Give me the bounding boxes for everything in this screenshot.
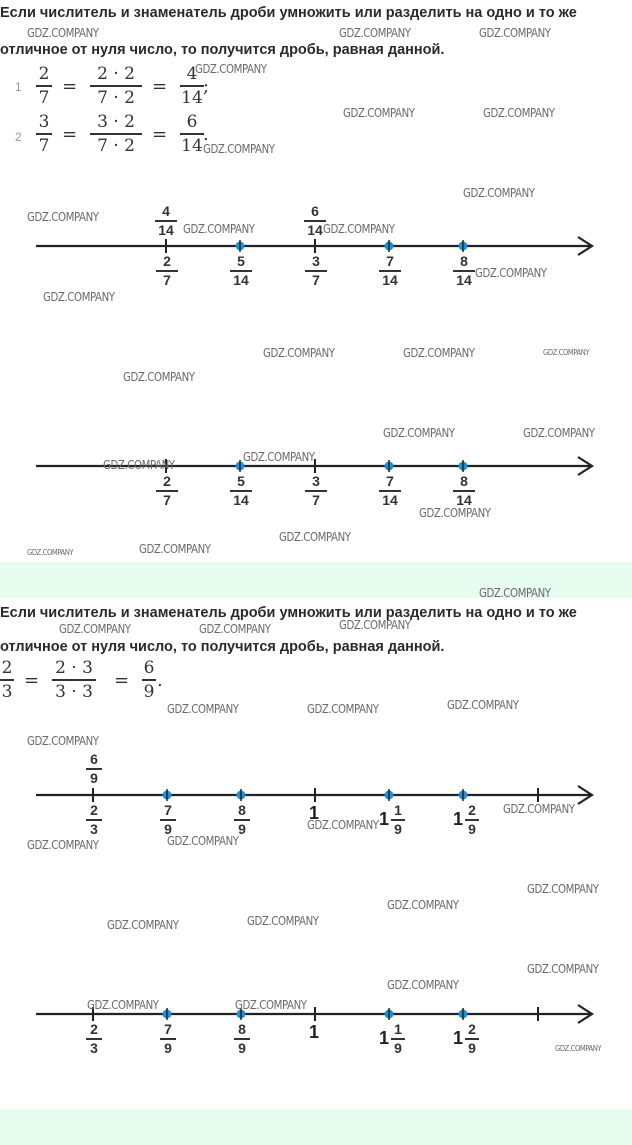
watermark-text: GDZ.COMPANY — [419, 506, 491, 520]
watermark-text: GDZ.COMPANY — [247, 914, 319, 928]
example-index: 1 — [15, 80, 22, 94]
watermark-text: GDZ.COMPANY — [555, 1044, 602, 1053]
fraction: 6 9 — [143, 658, 155, 702]
watermark-text: GDZ.COMPANY — [27, 26, 99, 40]
fraction: 3 7 — [36, 112, 52, 156]
fraction: 2 3 — [1, 658, 13, 702]
watermark-text: GDZ.COMPANY — [235, 998, 307, 1012]
fraction: 2 7 — [36, 64, 52, 108]
watermark-text: GDZ.COMPANY — [27, 838, 99, 852]
watermark-text: GDZ.COMPANY — [543, 348, 590, 357]
equals-sign: = — [152, 124, 168, 145]
watermark-text: GDZ.COMPANY — [527, 882, 599, 896]
tick-label: 8 14 — [453, 474, 475, 508]
watermark-text: GDZ.COMPANY — [307, 818, 379, 832]
watermark-text: GDZ.COMPANY — [323, 222, 395, 236]
watermark-text: GDZ.COMPANY — [27, 210, 99, 224]
tick-label: 5 14 — [230, 474, 252, 508]
tick-label: 5 14 — [230, 254, 252, 288]
watermark-text: GDZ.COMPANY — [195, 62, 267, 76]
watermark-text: GDZ.COMPANY — [167, 702, 239, 716]
punctuation: . — [203, 124, 209, 145]
tick-label: 2 3 — [86, 803, 102, 837]
tick-label: 3 7 — [305, 474, 327, 508]
watermark-text: GDZ.COMPANY — [183, 222, 255, 236]
punctuation: . — [157, 670, 163, 691]
rule-text-line1: Если числитель и знаменатель дроби умножить или разделить на одно и то же — [0, 605, 577, 621]
watermark-text: GDZ.COMPANY — [447, 698, 519, 712]
watermark-text: GDZ.COMPANY — [123, 370, 195, 384]
watermark-text: GDZ.COMPANY — [387, 898, 459, 912]
watermark-text: GDZ.COMPANY — [475, 266, 547, 280]
watermark-text: GDZ.COMPANY — [243, 450, 315, 464]
tick-label: 2 7 — [156, 254, 178, 288]
watermark-text: GDZ.COMPANY — [383, 426, 455, 440]
rule-text-line1: Если числитель и знаменатель дроби умножить или разделить на одно и то же — [0, 5, 577, 21]
watermark-text: GDZ.COMPANY — [103, 458, 175, 472]
rule-text-line2: отличное от нуля число, то получится дробь, равная данной. — [0, 639, 445, 655]
watermark-text: GDZ.COMPANY — [43, 290, 115, 304]
watermark-text: GDZ.COMPANY — [463, 186, 535, 200]
watermark-text: GDZ.COMPANY — [479, 26, 551, 40]
watermark-text: GDZ.COMPANY — [279, 530, 351, 544]
watermark-text: GDZ.COMPANY — [387, 978, 459, 992]
watermark-text: GDZ.COMPANY — [87, 998, 159, 1012]
watermark-text: GDZ.COMPANY — [199, 622, 271, 636]
watermark-text: GDZ.COMPANY — [479, 586, 551, 600]
fraction: 3 · 2 7 · 2 — [90, 112, 142, 156]
tick-label-above: 6 14 — [304, 204, 326, 238]
watermark-text: GDZ.COMPANY — [339, 26, 411, 40]
fraction: 2 · 2 7 · 2 — [90, 64, 142, 108]
watermark-text: GDZ.COMPANY — [483, 106, 555, 120]
rule-text-line2: отличное от нуля число, то получится дробь, равная данной. — [0, 42, 445, 58]
tick-label: 8 9 — [234, 803, 250, 837]
tick-label: 7 14 — [379, 254, 401, 288]
watermark-text: GDZ.COMPANY — [339, 618, 411, 632]
tick-label: 7 14 — [379, 474, 401, 508]
watermark-text: GDZ.COMPANY — [27, 734, 99, 748]
tick-label-above: 4 14 — [155, 204, 177, 238]
tick-label-whole: 1 — [309, 1022, 320, 1042]
tick-label-above: 6 9 — [86, 752, 102, 786]
section-separator — [0, 1109, 632, 1145]
tick-label: 8 9 — [234, 1022, 250, 1056]
tick-label: 3 7 — [305, 254, 327, 288]
watermark-text: GDZ.COMPANY — [403, 346, 475, 360]
watermark-text: GDZ.COMPANY — [59, 622, 131, 636]
watermark-text: GDZ.COMPANY — [523, 426, 595, 440]
watermark-text: GDZ.COMPANY — [307, 702, 379, 716]
fraction: 6 14 — [181, 112, 203, 156]
watermark-text: GDZ.COMPANY — [263, 346, 335, 360]
equals-sign: = — [114, 670, 130, 691]
fraction: 4 14 — [181, 64, 203, 108]
equals-sign: = — [62, 76, 78, 97]
equals-sign: = — [152, 76, 168, 97]
tick-label: 7 9 — [160, 1022, 176, 1056]
watermark-text: GDZ.COMPANY — [167, 834, 239, 848]
example-index: 2 — [15, 130, 22, 144]
tick-label-whole: 1 — [309, 803, 320, 823]
equals-sign: = — [62, 124, 78, 145]
watermark-text: GDZ.COMPANY — [27, 548, 74, 557]
tick-label: 2 3 — [86, 1022, 102, 1056]
watermark-text: GDZ.COMPANY — [107, 918, 179, 932]
punctuation: ; — [203, 76, 210, 97]
tick-label: 8 14 — [453, 254, 475, 288]
watermark-text: GDZ.COMPANY — [139, 542, 211, 556]
equals-sign: = — [24, 670, 40, 691]
tick-label: 2 7 — [156, 474, 178, 508]
watermark-text: GDZ.COMPANY — [527, 962, 599, 976]
fraction: 2 · 3 3 · 3 — [52, 658, 96, 702]
watermark-text: GDZ.COMPANY — [343, 106, 415, 120]
watermark-text: GDZ.COMPANY — [203, 142, 275, 156]
watermark-text: GDZ.COMPANY — [503, 802, 575, 816]
tick-label: 7 9 — [160, 803, 176, 837]
